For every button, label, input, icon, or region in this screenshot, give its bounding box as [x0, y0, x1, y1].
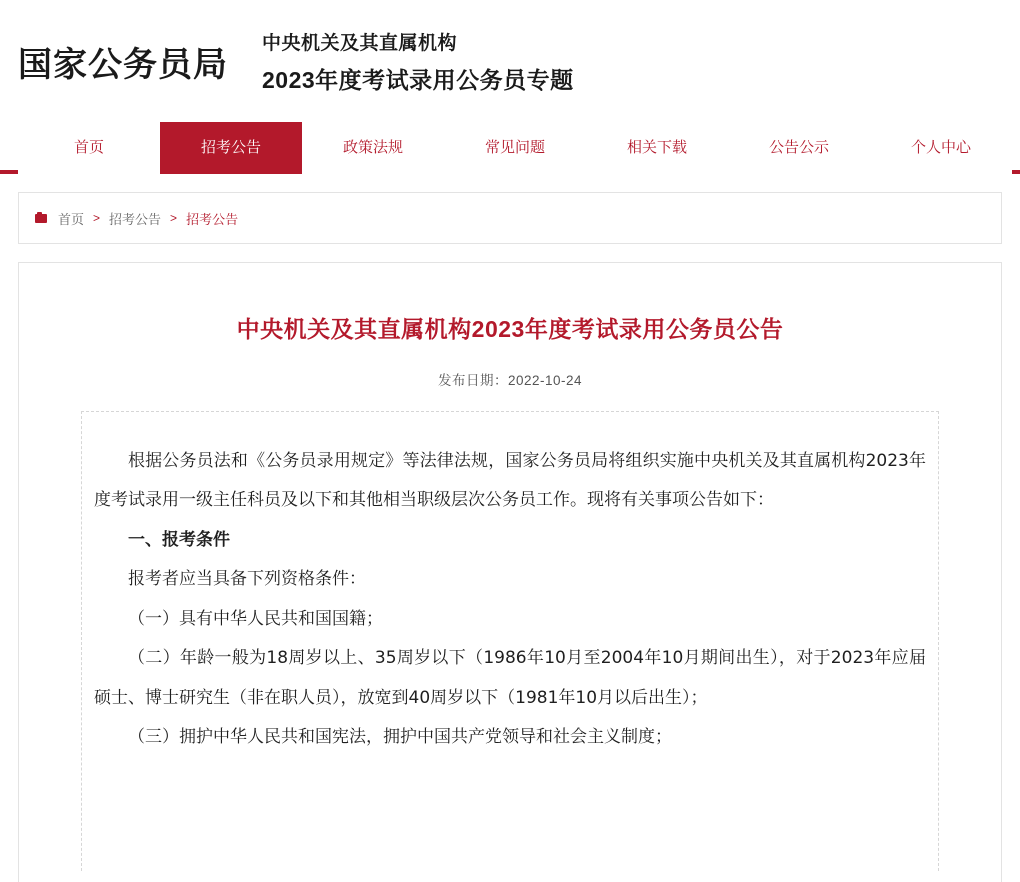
site-brand-title: 国家公务员局	[18, 45, 228, 84]
article-paragraph: （一）具有中华人民共和国国籍；	[128, 608, 383, 629]
breadcrumb-separator: >	[93, 211, 101, 225]
article-paragraph: （三）拥护中华人民共和国宪法，拥护中国共产党领导和社会主义制度；	[128, 726, 672, 747]
site-header	[0, 0, 1020, 122]
nav-item-public-notices[interactable]: 公告公示	[728, 122, 870, 174]
nav-item-faq[interactable]: 常见问题	[444, 122, 586, 174]
nav-item-personal-center[interactable]: 个人中心	[870, 122, 1012, 174]
article-paragraph: 报考者应当具备下列资格条件：	[128, 569, 366, 590]
article-paragraph: （二）年龄一般为18周岁以上、35周岁以下（1986年10月至2004年10月期间出生），对于2023年应届硕士、博士研究生（非在职人员），放宽到40周岁以下（1981年10月以后出生）；	[94, 648, 926, 708]
home-folder-icon	[35, 212, 48, 225]
breadcrumb-item-current[interactable]: 招考公告	[186, 211, 239, 227]
brand-subtitle-line-2: 2023年度考试录用公务员专题	[262, 66, 574, 93]
publish-date-label: 发布日期：	[437, 372, 508, 388]
publish-date	[19, 369, 1001, 389]
breadcrumb-item-recruitment[interactable]: 招考公告	[109, 211, 162, 227]
nav-item-home[interactable]: 首页	[18, 122, 160, 174]
breadcrumb	[18, 192, 1002, 244]
page-title: 中央机关及其直属机构2023年度考试录用公务员公告	[236, 316, 784, 343]
nav-item-downloads[interactable]: 相关下载	[586, 122, 728, 174]
nav-item-policies[interactable]: 政策法规	[302, 122, 444, 174]
brand-subtitle-line-1: 中央机关及其直属机构	[262, 32, 458, 54]
article-body	[81, 411, 939, 871]
breadcrumb-item-home[interactable]: 首页	[58, 211, 85, 227]
main-navigation	[0, 122, 1020, 174]
site-brand-subtitle	[262, 28, 574, 95]
breadcrumb-separator: >	[170, 211, 178, 225]
article-section-heading: 一、报考条件	[128, 529, 230, 550]
article-panel	[18, 262, 1002, 882]
article-paragraph: 根据公务员法和《公务员录用规定》等法律法规，国家公务员局将组织实施中央机关及其直属机构2023年度考试录用一级主任科员及以下和其他相当职级层次公务员工作。现将有关事项公告如下：	[94, 450, 926, 511]
nav-item-recruitment-announcement[interactable]: 招考公告	[160, 122, 302, 174]
publish-date-value: 2022-10-24	[507, 372, 583, 388]
